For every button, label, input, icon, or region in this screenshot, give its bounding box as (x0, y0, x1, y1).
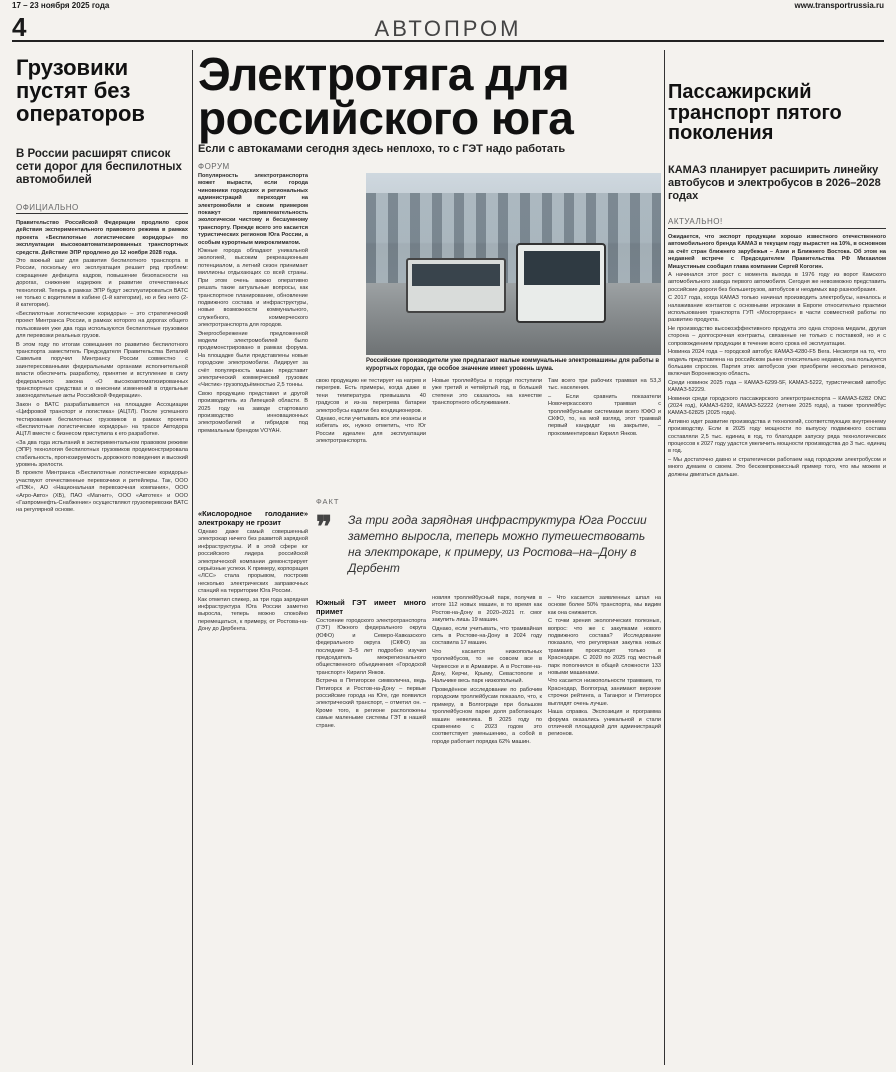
paragraph: Не производство высокоэффективного продукта это одна сторона медали, другая сторона – долгосрочная контракты, связанные не только с поставкой, но и с сопровождением продукции в течение всего срока её эксплуатации. (668, 325, 886, 347)
paragraph: «Беспилотные логистические коридоры» – это стратегический проект Минтранса России, в рамках которого на дорогах общего пользования уже два года используются беспилотные грузовики для перевозки реальных грузов. (16, 310, 188, 340)
main-article-subtitle: Если с автокамами сегодня здесь неплохо, то с ГЭТ надо работать (198, 143, 566, 155)
paragraph: Новинки среди городского пассажирского электротранспорта – КАМАЗ-6282 ONC (2024 год), КАМАЗ-6292, КАМАЗ-52222 (летние 2025 года), а также троллейбус КАМАЗ-62825 (2025 года). (668, 395, 886, 417)
paragraph: новляя троллейбусный парк, получив в итоге 112 новых машин, в то время как Ростов-на-Дону в 2020–2021 гг. смог закупить лишь 19 машин. (432, 595, 542, 624)
paragraph: Новинка 2024 года – городской автобус КАМАЗ-4280-F5 Вега. Несмотря на то, что модель представлена на российском рынке относительно недавно, она пользуется большим спросом. Партия этих автобусов уже приобрели несколько регионов, включая Воронежскую область. (668, 349, 886, 378)
paragraph: С 2017 года, когда КАМАЗ только начинал производить электробусы, началось и налаживание контактов с основными игроками в Европе относительно практики использования транспорта ГУП «Мосгортранс» в части совместной работы по развитию продукта. (668, 295, 886, 324)
article-photo (366, 173, 661, 355)
main-article-col2 (316, 378, 426, 498)
paragraph: Что касается низкопольности трамваев, то Краснодар, Волгоград занимают верхние строчки рейтинга, а Таганрог и Пятигорск выглядят очень лучше. (548, 678, 661, 707)
left-article-tag: ОФИЦИАЛЬНО (16, 203, 79, 212)
left-article-subtitle: В России расширят список сети дорог для беспилотных автомобилей (16, 148, 182, 186)
section-heading: «Кислородное голодание» электрокару не грозит (198, 509, 308, 527)
paragraph: Энергосбережение предложенной модели электромобилей было продемонстрировано в рамках форума. На площадке были представлены новые городские электромобили. Лидирует за счёт популярность машин представит электрический коммерческий грузовик «Чистик» грузоподъёмностью 2,5 тонны. (198, 330, 308, 389)
paragraph: Там всего три рабочих трамвая на 53,3 тыс. населения. (548, 378, 661, 392)
divider (16, 213, 188, 214)
section-title: АВТОПРОМ (374, 16, 522, 41)
paragraph: – Мы достаточно давно и стратегически работаем над городским электробусом и много думаем о своем. Это бескомпромиссный пример того, что мы можем и должны двигаться дальше. (668, 456, 886, 478)
paragraph: Встреча в Пятигорске символична, ведь Пятигорск и Ростов-на-Дону – первые российские города на Юге, где появился электрический транспорт, – отметил он. – Кроме того, в регионе расположены самые маленькие системы ГЭТ в нашей стране. (316, 678, 426, 729)
main-article-title: Электротяга для российского юга (198, 48, 574, 144)
column-rule (664, 50, 665, 1065)
left-article-lead: Правительство Российской Федерации продлило срок действия экспериментального правового режима в рамках проекта «Беспилотные логистические коридоры» по эксплуатации высокоавтоматизированных транспортных средств. Действие ЭПР продлено до 12 ноября 2028 года. (16, 220, 188, 256)
issue-date: 17 – 23 ноября 2025 года (12, 1, 110, 10)
newspaper-page (8, 0, 888, 1072)
paragraph: Южные города обладают уникальной экологией, высоким рекреационным потенциалом, а летний сезон принимает миллионы отдыхающих со всей страны. При этом очень важно оперативно решать такие актуальные вопросы, как транспортное планирование, обновление подвижного состава и инфраструктуры, новые возможности коммунального, служебного, коммерческого электротранспорта для городов. (198, 248, 308, 329)
site-url[interactable]: www.transportrussia.ru (794, 1, 884, 10)
top-strip (8, 0, 888, 10)
page-number: 4 (12, 12, 27, 42)
paragraph: Активно идет развитие производства и технологий, соответствующих внутреннему производству. Если в 2025 году мощности по выпуску подвижного состава составляли 2,5 тыс. единиц в год, то благодаря запуску ряда технологических процессов к 2027 году удастся увеличить мощности производства до 3 тыс. единиц в год. (668, 418, 886, 455)
paragraph: Проведённое исследование по рабочим городским троллейбусам показало, что, к примеру, в Волгограде при большом троллейбусном парке доля работающих машин невелика. В 2025 году по сравнению с 2023 годом это соответствует уменьшению, а собой в городе работает порядка 62% машин. (432, 686, 542, 745)
paragraph: Состояние городского электротранспорта (ГЭТ) Южного федерального округа (ЮФО) и Северо-Кавказского федерального округа (СКФО) за последние 3–5 лет подробно изучил председатель межрегионального общественного объединения «Городской транспорт» Кирилл Янков. (316, 618, 426, 676)
photo-truck-window (524, 251, 600, 285)
paragraph: Однако, если учитывать, что трамвайная сеть в Ростове-на-Дону в 2024 году составила 17 машин. (432, 625, 542, 647)
main-article-col1 (198, 173, 308, 505)
photo-vehicle-window (412, 264, 500, 286)
main-article-col4 (548, 595, 661, 1065)
photo-electric-truck (516, 243, 606, 323)
paragraph: свою продукцию не тестирует на нагрев и перегрев. Есть примеры, когда даже в тени температура превышала 40 градусов и из-за перегрева батареи электробусы ездили без кондиционеров. (316, 378, 426, 414)
paragraph: Однако, если учитывать все эти нюансы и избегать их, нужно отметить, что Юг России идеален для эксплуатации электротранспорта. (316, 416, 426, 445)
paragraph: Однако даже самый совершенный электрокар ничего без развитой зарядной инфраструктуры. И в этой сфере юг российского лидера российской электрической компании демонстрирует серьёзные успехи. К примеру, корпорация «ЛСС» стала прорывом, построив несколько электрических заправочных станций на территории Юга России. (198, 529, 308, 595)
paragraph: В проекте Минтранса «Беспилотные логистические коридоры» участвуют отечественные перевозчики и ритейлеры. Так, ООО «ПЭК», АО «Национальная перевозочная компания», ООО «Агро-Авто» (ХБ), ПАО «Магнит», ООО «Автотех» и ООО «Газпромнефть-Снабжение» осуществляют грузоперевозки ВАТС на регулярной основе. (16, 470, 188, 514)
paragraph: – Если сравнить показатели Новочеркасского трамвая с троллейбусными системами всего ЮФО и СКФО, то, на мой взгляд, этот трамвай первый кандидат на закрытие, – прокомментировал Кирилл Янков. (548, 393, 661, 437)
photo-vehicle (406, 258, 506, 313)
paragraph: Свою продукцию представил и другой производитель из Липецкой области. В 2025 году на заводе стартовало производство инновационных электромобилей и гибридов под премиальным брендом VOYAH. (198, 390, 308, 434)
paragraph: Закон о ВАТС разрабатывается на площадке Ассоциации «Цифровой транспорт и логистика» (АЦТЛ). После успешного тестирования беспилотных грузовиков в рамках проекта «Беспилотные логистические коридоры» на трассе Автодора АЦТЛ вместе с бизнесом приступила к его разработке. (16, 401, 188, 438)
main-article-tag: ФОРУМ (198, 162, 230, 171)
right-article-subtitle: КАМАЗ планирует расширить линейку автобусов и электробусов в 2026–2028 годах (668, 164, 881, 202)
left-article-title: Грузовики пустят без операторов (16, 55, 145, 126)
main-article-col2b (316, 595, 426, 1065)
paragraph: Это важный шаг для развития беспилотного транспорта в России, поскольку его эксплуатация решает ряд проблем: сокращение дефицита кадров, повышение безопасности на дорогах, снижение издержек и развитие отечественных технологий. Теперь в рамках ЭПР будут эксплуатироваться ВАТС не только с водителем в кабине (1-й категории), но и без него (2-й категории). (16, 258, 188, 309)
divider (668, 228, 886, 229)
fact-tag: ФАКТ (316, 497, 340, 506)
right-article-lead: Ожидается, что экспорт продукции хорошо известного отечественного автомобильного бренда КАМАЗ в текущем году вырастет на 10%, в основном за счёт стран ближнего зарубежья – Азии и Ближнего Востока. Об этом на недавней встрече с Председателем Правительства РФ Михаилом Мишустиным сообщил глава компании Сергей Когогин. (668, 234, 886, 270)
paragraph: Среди новинок 2025 года – КАМАЗ-6299-5F, КАМАЗ-5222, туристический автобус КАМАЗ-52229. (668, 379, 886, 394)
paragraph: – Что касается заявленных шпал на основе более 50% транспорта, мы видим как она снижается. (548, 595, 661, 616)
photo-caption: Российские производители уже предлагают малые коммунальные электромашины для работы в курортных городах, где особое значение имеет уровень шума. (366, 358, 660, 372)
paragraph: В этом году по итогам совещания по развитию беспилотного транспорта заместитель Председателя Правительства Виталий Савельев поручил Минтрансу России совместно с заинтересованными федеральными органами исполнительной власти обеспечить разработку, принятие и вступление в силу федерального закона «О высокоавтоматизированных транспортных средствах и о внесении изменений в отдельные законодательные акты Российской Федерации». (16, 341, 188, 400)
section-header (12, 12, 884, 42)
paragraph: «За два года испытаний в экспериментальном правовом режиме (ЭПР) технология беспилотных грузовиков продемонстрировала стабильность, прогнозируемость дорожного поведения и высокий уровень зрелости. (16, 439, 188, 468)
paragraph: Наша справка. Экспозиция и программа форума оказались уникальной и стали отличной площадкой для администраций регионов. (548, 709, 661, 738)
paragraph: А начинался этот рост с момента выхода в 1976 году из ворот Камского автомобильного завода первого автомобиля. Сегодня же невозможно представить российские дороги без большегрузов, автобусов и неодимых вар разнообразия. (668, 272, 886, 293)
main-article-col3 (432, 595, 542, 1065)
paragraph: Что касается низкопольных троллейбусов, то не совсем все в Черкесске и в Армавире. А в Ростове-на-Дону, Керчи, Крыму, Севастополе и Нальчике весь парк низкопольный. (432, 648, 542, 685)
main-article-lead: Популярность электротранспорта может вырасти, если города чиновники городских и региональных администраций переходят на электромобили и своим примером покажут привлекательность экологически чистому и бесшумному транспорту. Прежде всего это касается туристических регионов Юга России, а особым курортным микроклиматом. (198, 173, 308, 246)
main-article-col1c (198, 595, 308, 1065)
left-article-body (16, 220, 188, 1065)
pull-quote (316, 510, 661, 590)
right-article-tag: АКТУАЛЬНО! (668, 217, 723, 226)
paragraph: С точки зрения экологических полезных, вопрос: что же с закупками нового подвижного состава? Исследование показало, что регулярная закупка новых трамваев происходит только в Краснодаре. С 2020 по 2025 год местный парк пополнился в общей сложности 133 новыми машинами. (548, 618, 661, 677)
paragraph: Как отметил спикер, за три года зарядная инфраструктура Юга России заметно выросла, теперь можно спокойно перемещаться, к примеру, от Ростова-на-Дону до Дербента. (198, 596, 308, 633)
right-article-body (668, 234, 886, 1066)
right-article-title: Пассажирский транспорт пятого поколения (668, 81, 842, 144)
pull-quote-text: За три года зарядная инфраструктура Юга России заметно выросла, теперь можно путешествовать на электрокаре, к примеру, из Ростова–на–Дону в Дербент (348, 513, 647, 575)
main-article-col4-top (548, 378, 661, 498)
column-rule (192, 50, 193, 1065)
quote-mark-icon: ❞ (316, 511, 333, 544)
section-heading: Южный ГЭТ имеет много примет (316, 598, 426, 616)
main-article-col3-top (432, 378, 542, 498)
paragraph: Новые троллейбусы в городе поступили уже третий и четвёртый год, в большей степени это сказалось на качестве транспортного обслуживания. (432, 378, 542, 407)
